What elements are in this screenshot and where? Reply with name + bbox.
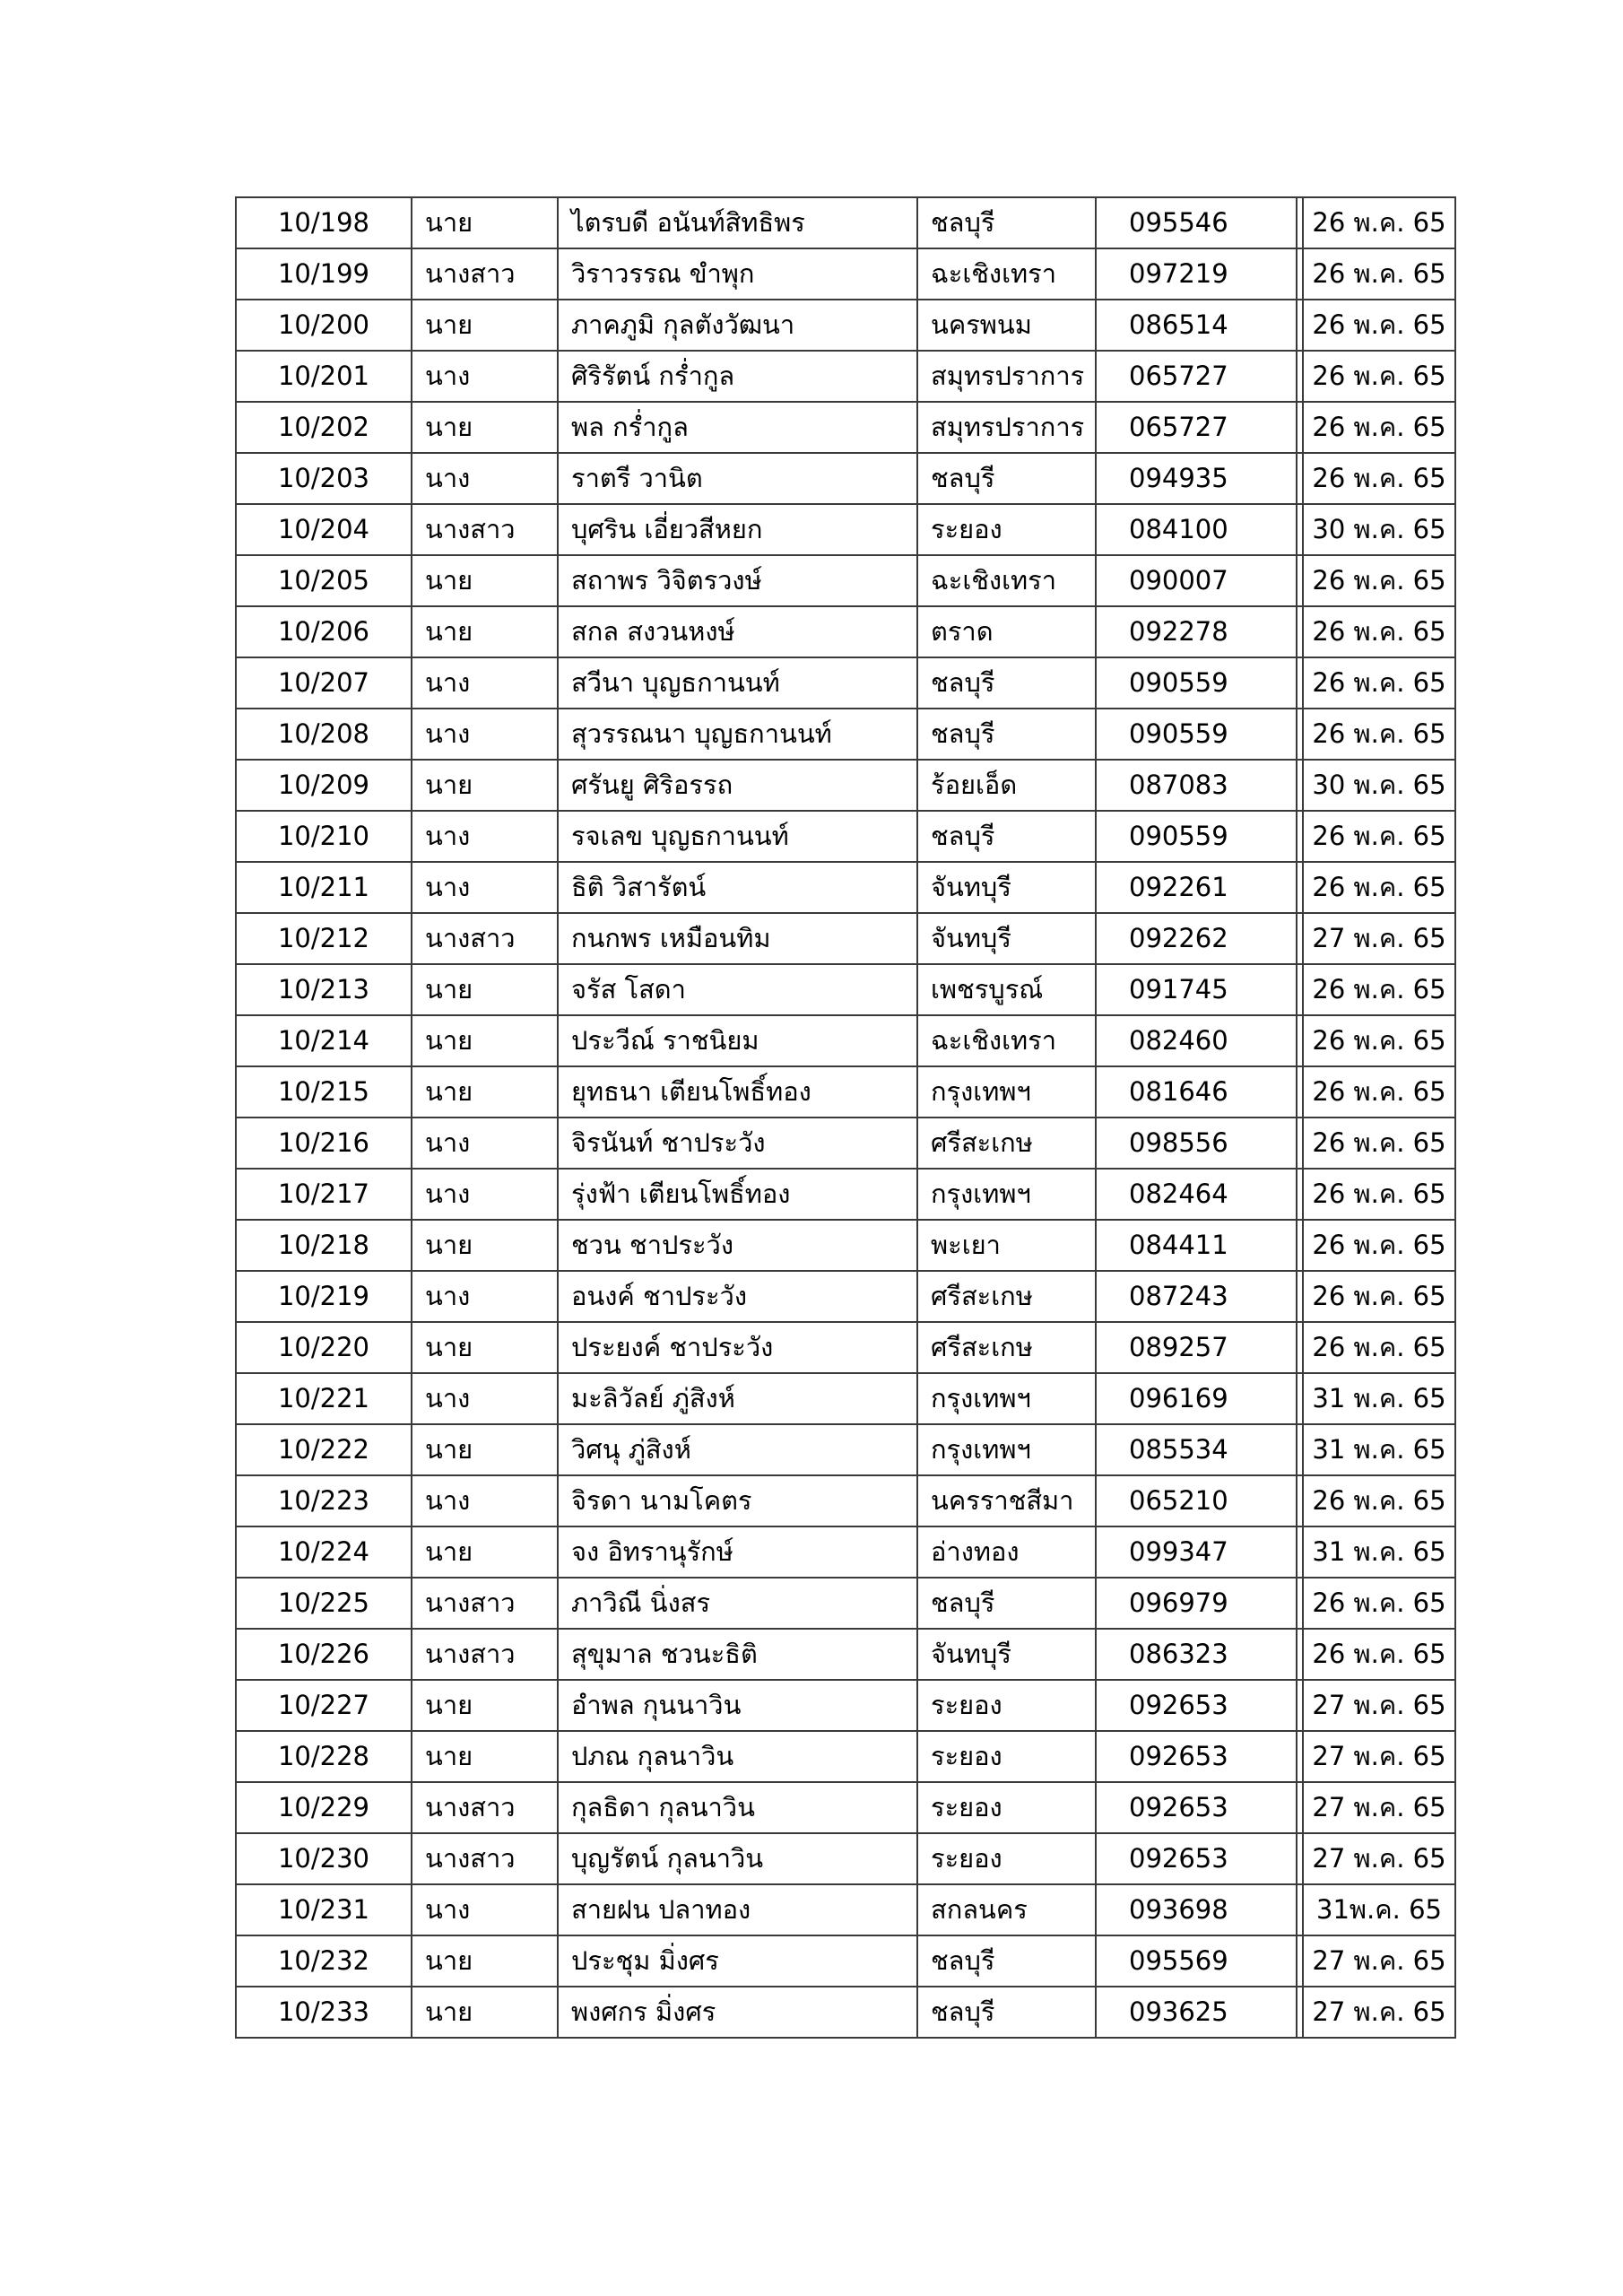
phone-number-text: 090559: [1129, 667, 1228, 698]
phone-cell: [1096, 1680, 1303, 1731]
table-row: [236, 760, 1455, 811]
title-cell: นางสาว: [412, 504, 558, 555]
record-number-cell: 10/215: [236, 1066, 412, 1118]
province-cell: ฉะเชิงเทรา: [917, 248, 1096, 300]
full-name-cell: สุวรรณนา บุญธกานนท์: [558, 709, 917, 760]
title-cell: นาย: [412, 1526, 558, 1578]
title-cell: นาง: [412, 351, 558, 402]
phone-number-text: 092262: [1129, 923, 1228, 953]
title-cell: นาง: [412, 453, 558, 504]
phone-cell: [1096, 1935, 1303, 1987]
province-cell: ชลบุรี: [917, 453, 1096, 504]
phone-number-text: 092278: [1129, 616, 1228, 647]
record-number-cell: 10/224: [236, 1526, 412, 1578]
record-number-cell: 10/225: [236, 1578, 412, 1629]
full-name-cell: สถาพร วิจิตรวงษ์: [558, 555, 917, 606]
date-cell: 26 พ.ค. 65: [1303, 606, 1455, 657]
date-cell: 30 พ.ค. 65: [1303, 760, 1455, 811]
record-number-cell: 10/199: [236, 248, 412, 300]
province-cell: จันทบุรี: [917, 1629, 1096, 1680]
table-row: [236, 1015, 1455, 1066]
phone-cell: [1096, 197, 1303, 248]
phone-number-text: 084411: [1129, 1230, 1228, 1260]
phone-number-text: 084100: [1129, 514, 1228, 544]
phone-number-text: 089257: [1129, 1332, 1228, 1362]
record-number-cell: 10/220: [236, 1322, 412, 1373]
date-cell: 26 พ.ค. 65: [1303, 1475, 1455, 1526]
province-cell: อ่างทอง: [917, 1526, 1096, 1578]
table-row: [236, 1373, 1455, 1424]
date-cell: 31 พ.ค. 65: [1303, 1526, 1455, 1578]
full-name-cell: ประชุม มิ่งศร: [558, 1935, 917, 1987]
phone-number-text: 099347: [1129, 1536, 1228, 1567]
table-row: [236, 657, 1455, 709]
date-cell: 26 พ.ค. 65: [1303, 1322, 1455, 1373]
date-cell: 26 พ.ค. 65: [1303, 811, 1455, 862]
phone-cell: [1096, 709, 1303, 760]
table-row: [236, 1271, 1455, 1322]
phone-cell: [1096, 1884, 1303, 1935]
record-number-cell: 10/204: [236, 504, 412, 555]
phone-cell: [1096, 1629, 1303, 1680]
table-body: [236, 197, 1455, 2038]
record-number-cell: 10/228: [236, 1731, 412, 1782]
phone-number-text: 094935: [1129, 463, 1228, 493]
date-cell: 26 พ.ค. 65: [1303, 1271, 1455, 1322]
title-cell: นาย: [412, 1935, 558, 1987]
phone-number-text: 090559: [1129, 821, 1228, 851]
record-number-cell: 10/207: [236, 657, 412, 709]
phone-cell: [1096, 1271, 1303, 1322]
table-row: [236, 1118, 1455, 1169]
province-cell: กรุงเทพฯ: [917, 1169, 1096, 1220]
province-cell: สกลนคร: [917, 1884, 1096, 1935]
record-number-cell: 10/201: [236, 351, 412, 402]
record-number-cell: 10/221: [236, 1373, 412, 1424]
table-row: [236, 453, 1455, 504]
date-cell: 26 พ.ค. 65: [1303, 351, 1455, 402]
province-cell: จันทบุรี: [917, 913, 1096, 964]
province-cell: ฉะเชิงเทรา: [917, 1015, 1096, 1066]
record-number-cell: 10/232: [236, 1935, 412, 1987]
province-cell: ระยอง: [917, 1833, 1096, 1884]
date-cell: 27 พ.ค. 65: [1303, 1987, 1455, 2038]
province-cell: เพชรบูรณ์: [917, 964, 1096, 1015]
title-cell: นาย: [412, 964, 558, 1015]
phone-number-text: 092653: [1129, 1843, 1228, 1874]
title-cell: นาย: [412, 555, 558, 606]
province-cell: ศรีสะเกษ: [917, 1271, 1096, 1322]
date-cell: 26 พ.ค. 65: [1303, 1015, 1455, 1066]
date-cell: 31 พ.ค. 65: [1303, 1373, 1455, 1424]
title-cell: นาย: [412, 197, 558, 248]
phone-number-text: 086323: [1129, 1639, 1228, 1669]
date-cell: 26 พ.ค. 65: [1303, 709, 1455, 760]
title-cell: นาย: [412, 760, 558, 811]
table-row: [236, 1884, 1455, 1935]
phone-cell: [1096, 1373, 1303, 1424]
table-row: [236, 811, 1455, 862]
date-cell: 26 พ.ค. 65: [1303, 1578, 1455, 1629]
phone-cell: [1096, 453, 1303, 504]
title-cell: นางสาว: [412, 1629, 558, 1680]
phone-cell: [1096, 913, 1303, 964]
full-name-cell: สายฝน ปลาทอง: [558, 1884, 917, 1935]
full-name-cell: ราตรี วานิต: [558, 453, 917, 504]
full-name-cell: จง อิทรานุรักษ์: [558, 1526, 917, 1578]
title-cell: นาย: [412, 1731, 558, 1782]
province-cell: นครพนม: [917, 300, 1096, 351]
title-cell: นางสาว: [412, 1833, 558, 1884]
table-row: [236, 1424, 1455, 1475]
record-number-cell: 10/211: [236, 862, 412, 913]
record-number-cell: 10/200: [236, 300, 412, 351]
phone-number-text: 090007: [1129, 565, 1228, 596]
full-name-cell: รุ่งฟ้า เตียนโพธิ์ทอง: [558, 1169, 917, 1220]
title-cell: นาย: [412, 1322, 558, 1373]
table-row: [236, 1526, 1455, 1578]
title-cell: นาย: [412, 1220, 558, 1271]
title-cell: นาง: [412, 1373, 558, 1424]
province-cell: กรุงเทพฯ: [917, 1066, 1096, 1118]
table-row: [236, 1935, 1455, 1987]
title-cell: นางสาว: [412, 248, 558, 300]
record-number-cell: 10/217: [236, 1169, 412, 1220]
phone-number-text: 082464: [1129, 1178, 1228, 1209]
table-row: [236, 862, 1455, 913]
record-number-cell: 10/210: [236, 811, 412, 862]
full-name-cell: พล กร่ำกูล: [558, 402, 917, 453]
record-number-cell: 10/230: [236, 1833, 412, 1884]
full-name-cell: กนกพร เหมือนทิม: [558, 913, 917, 964]
province-cell: ชลบุรี: [917, 1987, 1096, 2038]
phone-number-text: 065727: [1129, 412, 1228, 442]
phone-cell: [1096, 1424, 1303, 1475]
full-name-cell: จิรนันท์ ชาประวัง: [558, 1118, 917, 1169]
table-row: [236, 606, 1455, 657]
phone-cell: [1096, 1731, 1303, 1782]
table-row: [236, 913, 1455, 964]
phone-number-text: 095546: [1129, 207, 1228, 238]
phone-cell: [1096, 1987, 1303, 2038]
record-number-cell: 10/218: [236, 1220, 412, 1271]
phone-cell: [1096, 1015, 1303, 1066]
phone-number-text: 081646: [1129, 1076, 1228, 1107]
province-cell: กรุงเทพฯ: [917, 1424, 1096, 1475]
date-cell: 26 พ.ค. 65: [1303, 1169, 1455, 1220]
full-name-cell: ศรันยู ศิริอรรถ: [558, 760, 917, 811]
full-name-cell: จรัส โสดา: [558, 964, 917, 1015]
phone-number-text: 086514: [1129, 309, 1228, 340]
table-row: [236, 504, 1455, 555]
title-cell: นาย: [412, 402, 558, 453]
full-name-cell: รจเลข บุญธกานนท์: [558, 811, 917, 862]
record-number-cell: 10/231: [236, 1884, 412, 1935]
full-name-cell: ประยงค์ ชาประวัง: [558, 1322, 917, 1373]
phone-number-text: 092261: [1129, 872, 1228, 902]
phone-cell: [1096, 760, 1303, 811]
full-name-cell: ธิติ วิสารัตน์: [558, 862, 917, 913]
record-number-cell: 10/226: [236, 1629, 412, 1680]
date-cell: 26 พ.ค. 65: [1303, 453, 1455, 504]
title-cell: นางสาว: [412, 1578, 558, 1629]
full-name-cell: ศิริรัตน์ กร่ำกูล: [558, 351, 917, 402]
phone-number-text: 085534: [1129, 1434, 1228, 1465]
province-cell: ชลบุรี: [917, 811, 1096, 862]
province-cell: นครราชสีมา: [917, 1475, 1096, 1526]
title-cell: นาง: [412, 1169, 558, 1220]
table-row: [236, 1066, 1455, 1118]
phone-number-text: 065727: [1129, 361, 1228, 391]
phone-cell: [1096, 1833, 1303, 1884]
phone-cell: [1096, 1526, 1303, 1578]
date-cell: 27 พ.ค. 65: [1303, 1935, 1455, 1987]
phone-number-text: 092653: [1129, 1741, 1228, 1771]
phone-number-text: 065210: [1129, 1485, 1228, 1516]
table-row: [236, 1782, 1455, 1833]
phone-number-text: 092653: [1129, 1690, 1228, 1720]
title-cell: นาย: [412, 300, 558, 351]
full-name-cell: ชวน ชาประวัง: [558, 1220, 917, 1271]
phone-number-text: 098556: [1129, 1127, 1228, 1158]
date-cell: 26 พ.ค. 65: [1303, 300, 1455, 351]
date-cell: 26 พ.ค. 65: [1303, 1118, 1455, 1169]
record-number-cell: 10/219: [236, 1271, 412, 1322]
record-number-cell: 10/213: [236, 964, 412, 1015]
record-number-cell: 10/216: [236, 1118, 412, 1169]
title-cell: นาง: [412, 657, 558, 709]
phone-cell: [1096, 351, 1303, 402]
record-number-cell: 10/222: [236, 1424, 412, 1475]
full-name-cell: ปภณ กุลนาวิน: [558, 1731, 917, 1782]
title-cell: นาง: [412, 1884, 558, 1935]
date-cell: 26 พ.ค. 65: [1303, 402, 1455, 453]
phone-cell: [1096, 1782, 1303, 1833]
phone-cell: [1096, 555, 1303, 606]
province-cell: สมุทรปราการ: [917, 402, 1096, 453]
date-cell: 27 พ.ค. 65: [1303, 1782, 1455, 1833]
table-row: [236, 1629, 1455, 1680]
table-row: [236, 1987, 1455, 2038]
table-row: [236, 248, 1455, 300]
record-number-cell: 10/206: [236, 606, 412, 657]
province-cell: กรุงเทพฯ: [917, 1373, 1096, 1424]
phone-cell: [1096, 1578, 1303, 1629]
full-name-cell: บุศริน เอี่ยวสีหยก: [558, 504, 917, 555]
province-cell: พะเยา: [917, 1220, 1096, 1271]
record-number-cell: 10/227: [236, 1680, 412, 1731]
date-cell: 27 พ.ค. 65: [1303, 913, 1455, 964]
date-cell: 26 พ.ค. 65: [1303, 964, 1455, 1015]
phone-cell: [1096, 1066, 1303, 1118]
phone-cell: [1096, 811, 1303, 862]
phone-number-text: 092653: [1129, 1792, 1228, 1822]
title-cell: นาย: [412, 1680, 558, 1731]
title-cell: นาย: [412, 1424, 558, 1475]
record-number-cell: 10/203: [236, 453, 412, 504]
record-number-cell: 10/208: [236, 709, 412, 760]
phone-cell: [1096, 862, 1303, 913]
title-cell: นาย: [412, 606, 558, 657]
record-number-cell: 10/205: [236, 555, 412, 606]
full-name-cell: จิรดา นามโคตร: [558, 1475, 917, 1526]
table-row: [236, 1169, 1455, 1220]
phone-number-text: 091745: [1129, 974, 1228, 1004]
date-cell: 26 พ.ค. 65: [1303, 657, 1455, 709]
table-row: [236, 351, 1455, 402]
phone-number-text: 093625: [1129, 1996, 1228, 2027]
date-cell: 26 พ.ค. 65: [1303, 248, 1455, 300]
date-cell: 31 พ.ค. 65: [1303, 1424, 1455, 1475]
registration-table: [235, 196, 1456, 2039]
phone-number-text: 087243: [1129, 1281, 1228, 1311]
date-cell: 27 พ.ค. 65: [1303, 1833, 1455, 1884]
date-cell: 26 พ.ค. 65: [1303, 1629, 1455, 1680]
phone-number-text: 096979: [1129, 1587, 1228, 1618]
province-cell: ศรีสะเกษ: [917, 1322, 1096, 1373]
record-number-cell: 10/209: [236, 760, 412, 811]
document-page: [235, 196, 1454, 2039]
title-cell: นาง: [412, 709, 558, 760]
title-cell: นางสาว: [412, 913, 558, 964]
province-cell: จันทบุรี: [917, 862, 1096, 913]
full-name-cell: สุขุมาล ชวนะธิติ: [558, 1629, 917, 1680]
table-row: [236, 1475, 1455, 1526]
table-row: [236, 1322, 1455, 1373]
phone-cell: [1096, 248, 1303, 300]
record-number-cell: 10/229: [236, 1782, 412, 1833]
phone-number-text: 090559: [1129, 718, 1228, 749]
date-cell: 31พ.ค. 65: [1303, 1884, 1455, 1935]
province-cell: ระยอง: [917, 1680, 1096, 1731]
full-name-cell: วิราวรรณ ขำพุก: [558, 248, 917, 300]
province-cell: ศรีสะเกษ: [917, 1118, 1096, 1169]
phone-cell: [1096, 1169, 1303, 1220]
date-cell: 27 พ.ค. 65: [1303, 1731, 1455, 1782]
province-cell: สมุทรปราการ: [917, 351, 1096, 402]
table-row: [236, 964, 1455, 1015]
record-number-cell: 10/212: [236, 913, 412, 964]
date-cell: 26 พ.ค. 65: [1303, 1220, 1455, 1271]
title-cell: นาง: [412, 862, 558, 913]
table-row: [236, 1680, 1455, 1731]
date-cell: 26 พ.ค. 65: [1303, 1066, 1455, 1118]
province-cell: ตราด: [917, 606, 1096, 657]
full-name-cell: บุญรัตน์ กุลนาวิน: [558, 1833, 917, 1884]
table-row: [236, 197, 1455, 248]
record-number-cell: 10/202: [236, 402, 412, 453]
full-name-cell: ภาคภูมิ กุลตังวัฒนา: [558, 300, 917, 351]
table-row: [236, 300, 1455, 351]
phone-cell: [1096, 1118, 1303, 1169]
province-cell: ชลบุรี: [917, 1578, 1096, 1629]
province-cell: ชลบุรี: [917, 709, 1096, 760]
full-name-cell: อนงค์ ชาประวัง: [558, 1271, 917, 1322]
phone-cell: [1096, 402, 1303, 453]
date-cell: 26 พ.ค. 65: [1303, 555, 1455, 606]
province-cell: ชลบุรี: [917, 657, 1096, 709]
title-cell: นาย: [412, 1987, 558, 2038]
phone-number-text: 087083: [1129, 770, 1228, 800]
full-name-cell: ภาวิณี นิ่งสร: [558, 1578, 917, 1629]
phone-cell: [1096, 1220, 1303, 1271]
province-cell: ชลบุรี: [917, 1935, 1096, 1987]
full-name-cell: ยุทธนา เตียนโพธิ์ทอง: [558, 1066, 917, 1118]
full-name-cell: ประวีณ์ ราชนิยม: [558, 1015, 917, 1066]
phone-cell: [1096, 1475, 1303, 1526]
record-number-cell: 10/223: [236, 1475, 412, 1526]
province-cell: ระยอง: [917, 1731, 1096, 1782]
title-cell: นางสาว: [412, 1782, 558, 1833]
phone-number-text: 082460: [1129, 1025, 1228, 1056]
phone-number-text: 096169: [1129, 1383, 1228, 1413]
full-name-cell: พงศกร มิ่งศร: [558, 1987, 917, 2038]
province-cell: ร้อยเอ็ด: [917, 760, 1096, 811]
record-number-cell: 10/233: [236, 1987, 412, 2038]
table-row: [236, 1220, 1455, 1271]
table-row: [236, 1578, 1455, 1629]
title-cell: นาง: [412, 1118, 558, 1169]
record-number-cell: 10/214: [236, 1015, 412, 1066]
phone-cell: [1096, 657, 1303, 709]
phone-cell: [1096, 300, 1303, 351]
table-row: [236, 1731, 1455, 1782]
title-cell: นาย: [412, 1015, 558, 1066]
phone-cell: [1096, 964, 1303, 1015]
province-cell: ชลบุรี: [917, 197, 1096, 248]
full-name-cell: อำพล กุนนาวิน: [558, 1680, 917, 1731]
phone-number-text: 097219: [1129, 258, 1228, 289]
full-name-cell: ไตรบดี อนันท์สิทธิพร: [558, 197, 917, 248]
phone-cell: [1096, 1322, 1303, 1373]
phone-cell: [1096, 606, 1303, 657]
date-cell: 30 พ.ค. 65: [1303, 504, 1455, 555]
full-name-cell: สวีนา บุญธกานนท์: [558, 657, 917, 709]
full-name-cell: มะลิวัลย์ ภู่สิงห์: [558, 1373, 917, 1424]
title-cell: นาง: [412, 1475, 558, 1526]
full-name-cell: วิศนุ ภู่สิงห์: [558, 1424, 917, 1475]
date-cell: 27 พ.ค. 65: [1303, 1680, 1455, 1731]
phone-number-text: 095569: [1129, 1945, 1228, 1976]
title-cell: นาง: [412, 1271, 558, 1322]
title-cell: นาย: [412, 1066, 558, 1118]
province-cell: ฉะเชิงเทรา: [917, 555, 1096, 606]
title-cell: นาง: [412, 811, 558, 862]
phone-cell: [1096, 504, 1303, 555]
table-row: [236, 709, 1455, 760]
full-name-cell: สกล สงวนหงษ์: [558, 606, 917, 657]
date-cell: 26 พ.ค. 65: [1303, 862, 1455, 913]
phone-number-text: 093698: [1129, 1894, 1228, 1925]
province-cell: ระยอง: [917, 1782, 1096, 1833]
table-row: [236, 555, 1455, 606]
table-row: [236, 402, 1455, 453]
full-name-cell: กุลธิดา กุลนาวิน: [558, 1782, 917, 1833]
table-row: [236, 1833, 1455, 1884]
date-cell: 26 พ.ค. 65: [1303, 197, 1455, 248]
record-number-cell: 10/198: [236, 197, 412, 248]
province-cell: ระยอง: [917, 504, 1096, 555]
